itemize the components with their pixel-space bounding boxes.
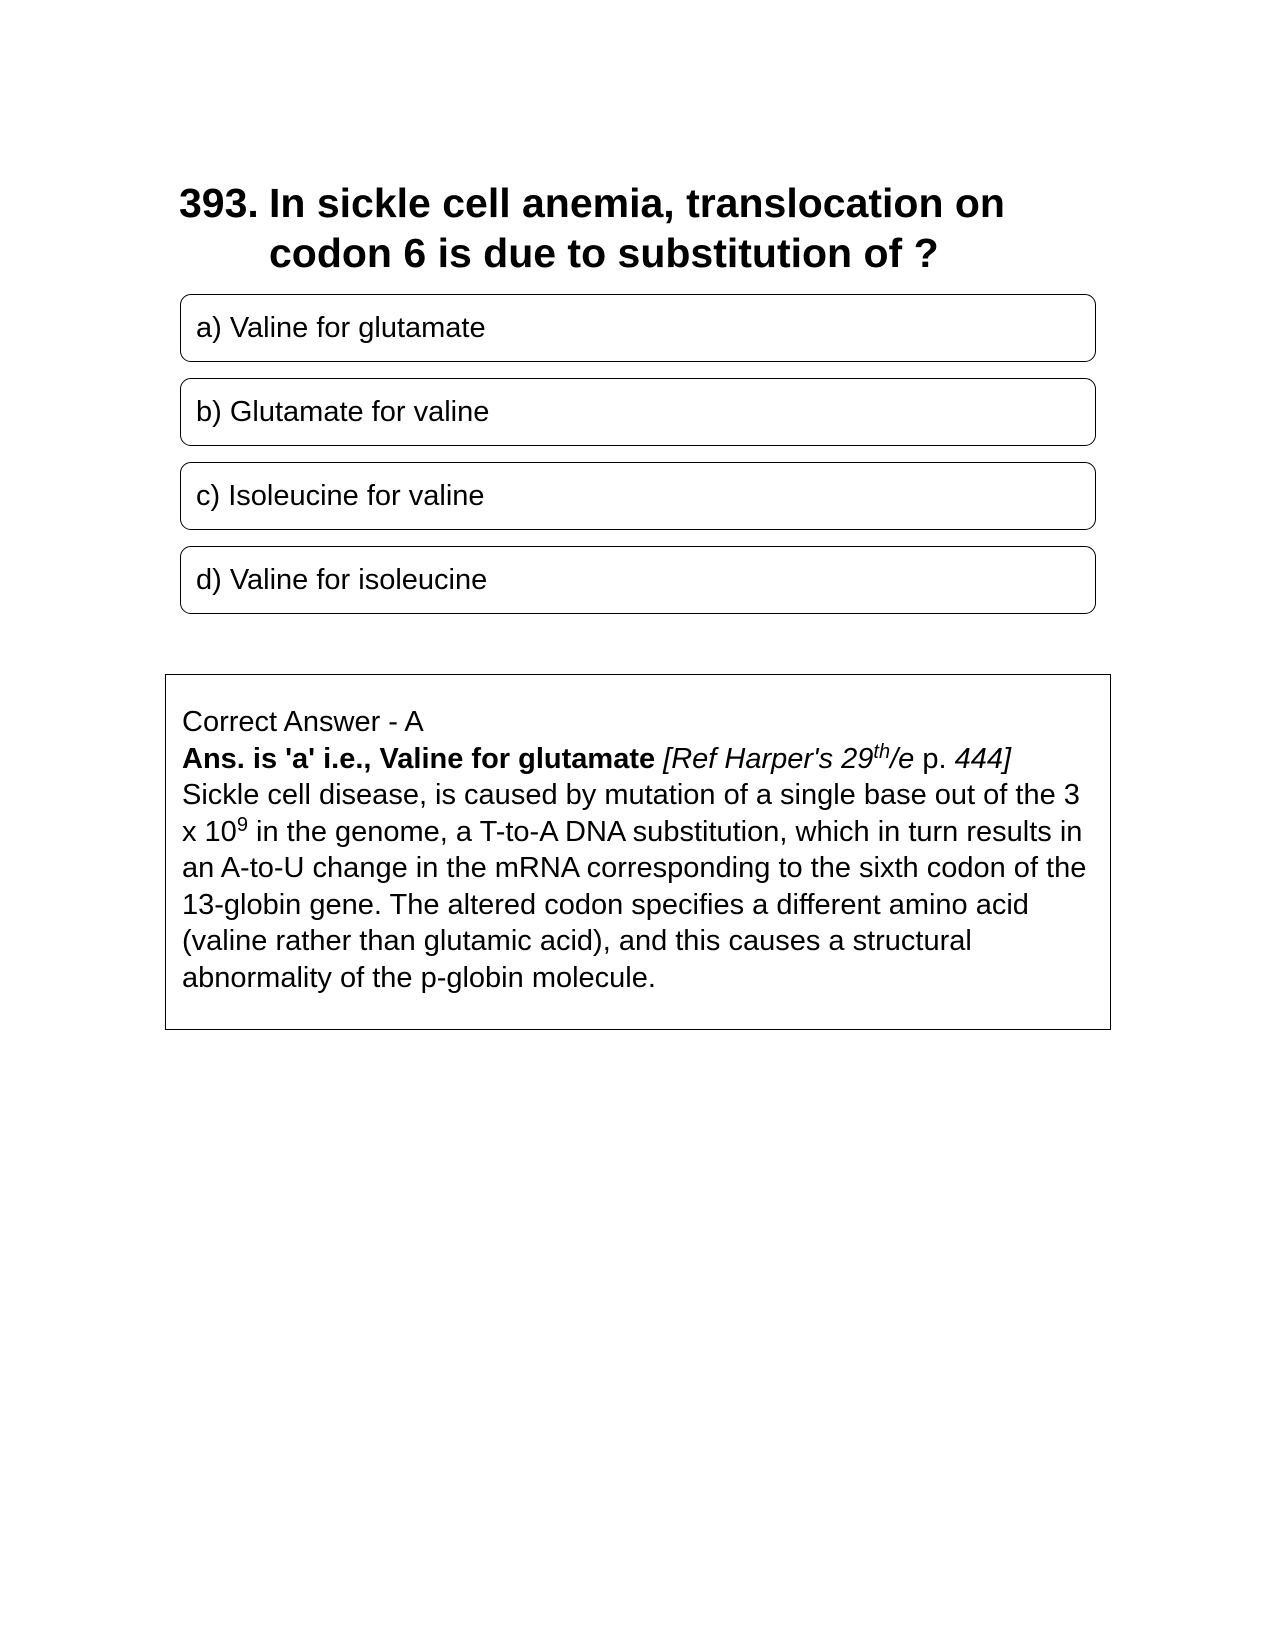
option-b[interactable] <box>180 378 1096 446</box>
ref-prefix: [Ref Harper's 29 <box>663 742 874 775</box>
answer-reference-line <box>182 741 1094 778</box>
answer-explanation-box <box>165 674 1111 1030</box>
explanation-text <box>182 777 1094 996</box>
question-text: In sickle cell anemia, translocation on codon 6 is due to substitution of ? <box>269 180 1005 276</box>
option-a[interactable] <box>180 294 1096 362</box>
option-b-label: b) Glutamate for valine <box>196 395 490 428</box>
ref-page: 444] <box>954 742 1012 775</box>
option-d-label: d) Valine for isoleucine <box>196 563 488 596</box>
ref-edition: /e <box>890 742 915 775</box>
ref-superscript: th <box>873 740 891 763</box>
explanation-part-2: in the genome, a T-to-A DNA substitution, which in turn results in an A-to-U change in the mRNA corresponding to the sixth codon of the 13-globin gene. The altered codon specifies a different amino acid (valine rather than glutamic acid), and this causes a structural abnormality of the p-globin molecule. <box>182 815 1087 994</box>
question-heading <box>179 178 1099 278</box>
explanation-part-1: Sickle cell disease, is caused by mutation of a single base out of the 3 x 10 <box>182 779 1080 848</box>
answer-options <box>180 294 1096 630</box>
option-c[interactable] <box>180 462 1096 530</box>
question-number: 393. <box>179 180 259 226</box>
answer-statement: Ans. is 'a' i.e., Valine for glutamate <box>182 742 656 775</box>
option-c-label: c) Isoleucine for valine <box>196 479 485 512</box>
correct-answer-line: Correct Answer - A <box>182 706 424 738</box>
option-a-label: a) Valine for glutamate <box>196 311 486 344</box>
option-d[interactable] <box>180 546 1096 614</box>
ref-page-prefix: p. <box>914 742 955 775</box>
explanation-exponent: 9 <box>236 813 248 836</box>
